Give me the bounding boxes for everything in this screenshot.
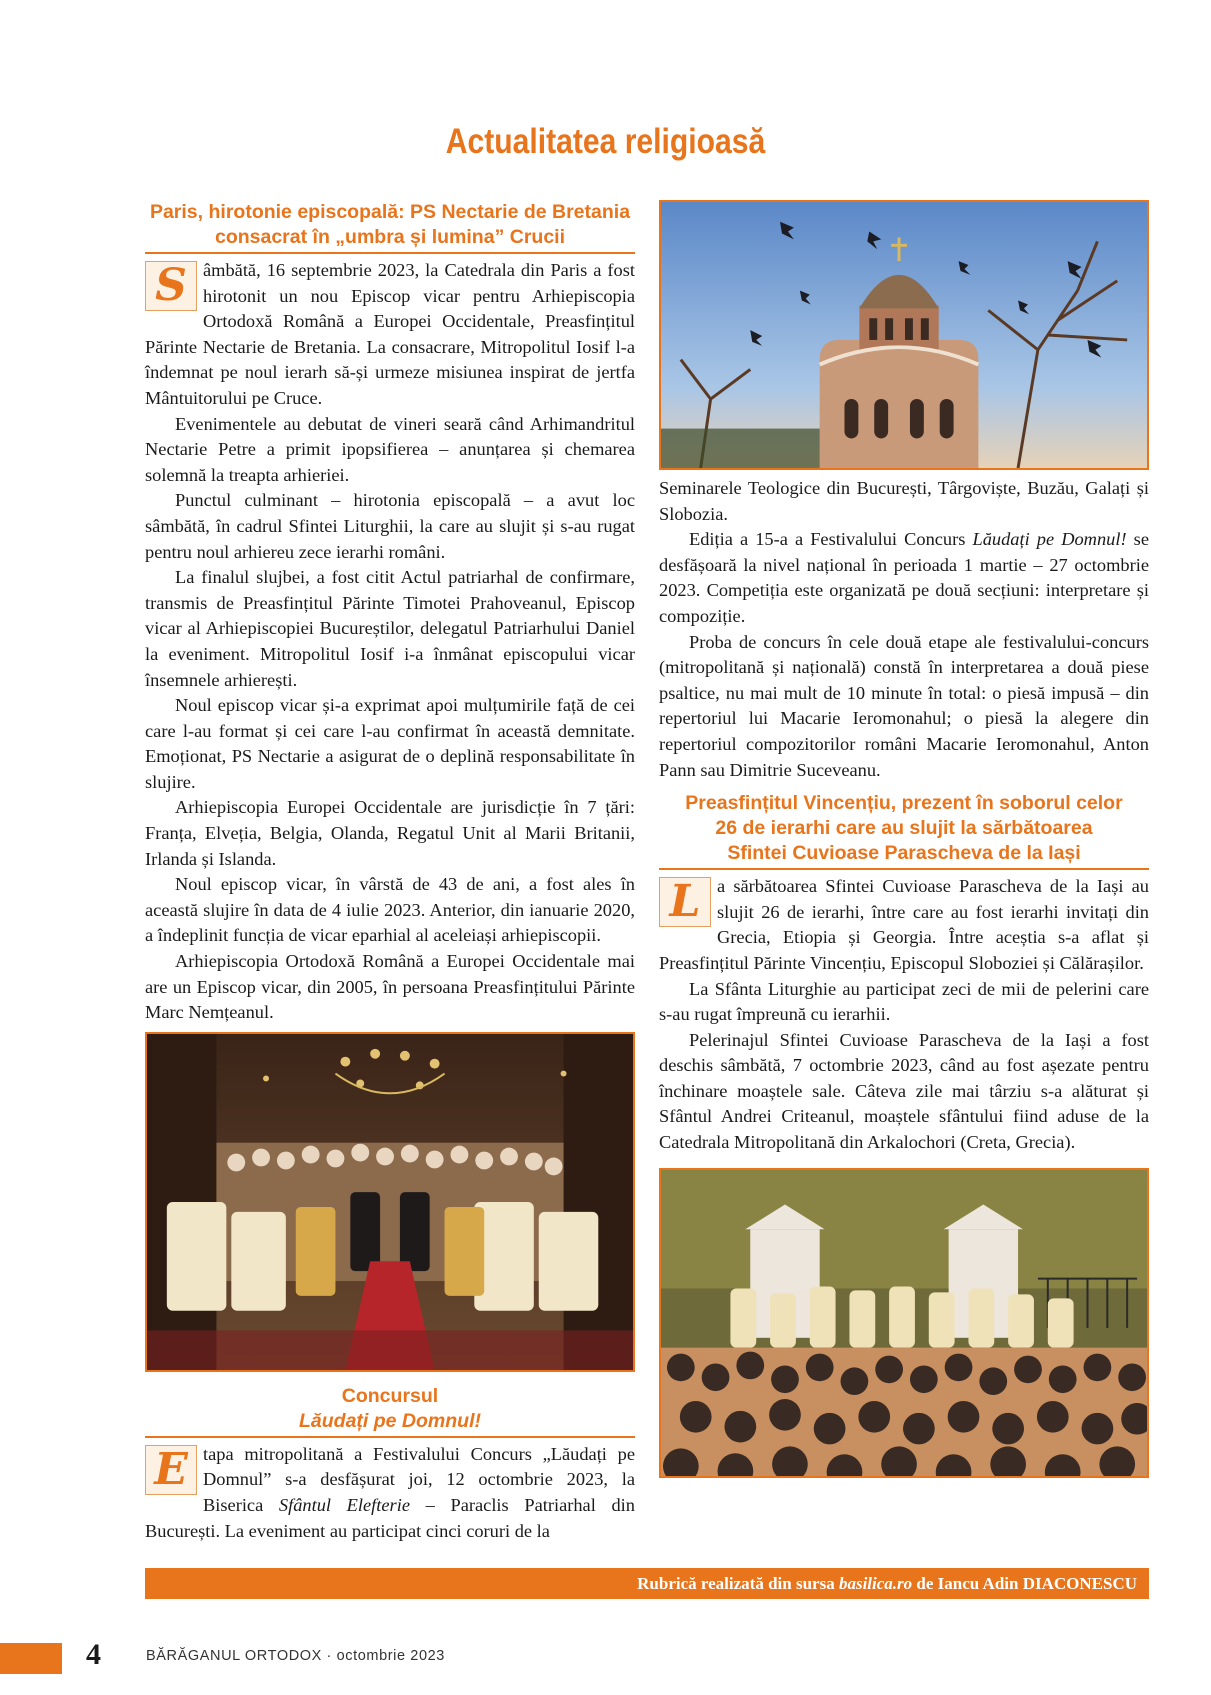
left-column [145, 200, 635, 1544]
page-number: 4 [86, 1638, 101, 1671]
ordination-photo [145, 1032, 635, 1372]
source-credit-bar: Rubrică realizată din sursa basilica.ro de Iancu Adin DIACONESCU [145, 1568, 1149, 1599]
article1-paragraph-1: S âmbătă, 16 septembrie 2023, la Catedrala din Paris a fost hirotonit un nou Episcop vicar pentru Arhiepiscopia Ortodoxă Română a Europei Occidentale, Preasfințitul Părinte Nectarie de Bretania. La consacrare, Mitropolitul Iosif l-a îndemnat pe noul ierarh să-și urmeze misiunea inspirat de jertfa Mântuitorului pe Cruce. [145, 260, 635, 408]
dropcap-l: L [659, 877, 711, 927]
cathedral-photo [659, 200, 1149, 470]
article1-paragraph-7: Noul episcop vicar, în vârstă de 43 de ani, a fost ales în această slujire în data de 4 iulie 2023. Anterior, din ianuarie 2020, a îndeplinit funcția de vicar eparhial al aceleiași arhiepiscopii. [145, 874, 635, 946]
article1-paragraph-4: La finalul slujbei, a fost citit Actul patriarhal de confirmare, transmis de Preasfințitul Părinte Timotei Prahoveanul, Episcop vicar al Arhiepiscopiei Bucureștilor, delegatul Patriarhului Daniel la eveniment. Mitropolitul Iosif i-a înmânat episcopului vicar însemnele arhierești. [145, 567, 635, 690]
article2-paragraph-3: Proba de concurs în cele două etape ale festivalului-concurs (mitropolitană și națională) constă în interpretarea a două piese psaltice, nu mai mult de 10 minute în total: o piesă impusă – din repertoriul lui Macarie Ieromonahul; o piesă la alegere din repertoriul compozitorilor români Macarie Ieromonahul, Anton Pann sau Dimitrie Suceveanu. [659, 631, 1149, 780]
publication-footer: BĂRĂGANUL ORTODOX · octombrie 2023 [146, 1648, 445, 1664]
right-column [659, 200, 1149, 1478]
article1-paragraph-2: Evenimentele au debutat de vineri seară când Arhimandritul Nectarie Petre a primit ipopsifierea – anunțarea și chemarea solemnă la treapta arhieriei. [145, 413, 635, 485]
article1-headline [145, 200, 635, 254]
article3-headline-line2: 26 de ierarhi care au slujit la sărbătoarea [715, 817, 1093, 840]
article3-paragraph-1: L a sărbătoarea Sfintei Cuvioase Parascheva de la Iași au slujit 26 de ierarhi, între care au fost ierarhi invitați din Grecia, Etiopia și Georgia. Între aceștia s-a aflat și Preasfințitul Părinte Vincențiu, Episcopul Sloboziei și Călărașilor. [659, 876, 1149, 973]
article1-paragraph-8: Arhiepiscopia Ortodoxă Română a Europei Occidentale mai are un Episcop vicar, din 2005, în persoana Preasfințitului Părinte Marc Nemțeanul. [145, 951, 635, 1023]
article3-headline-line3: Sfintei Cuvioase Parascheva de la Iași [727, 842, 1081, 865]
article3-headline-line1: Preasfințitul Vincențiu, prezent în soborul celor [685, 792, 1123, 815]
pilgrimage-photo [659, 1168, 1149, 1478]
article3-headline [659, 791, 1149, 870]
article1-paragraph-6: Arhiepiscopia Europei Occidentale are jurisdicție în 7 țări: Franța, Elveția, Belgia, Olanda, Regatul Unit al Marii Britanii, Irlanda și Islanda. [145, 797, 635, 869]
article2-paragraph-1-continued: Seminarele Teologice din București, Târgoviște, Buzău, Galați și Slobozia. [659, 478, 1149, 524]
article2-paragraph-1: E tapa mitropolitană a Festivalului Concurs „Lăudați pe Domnul” s-a desfășurat joi, 12 octombrie 2023, la Biserica Sfântul Elefterie – Paraclis Patriarhal din București. La eveniment au participat cinci coruri de la [145, 1443, 635, 1541]
article1-paragraph-5: Noul episcop vicar și-a exprimat apoi mulțumirile față de cei care l-au format și cei care l-au confirmat în această demnitate. Emoționat, PS Nectarie a asigurat de o deplină responsabilitate în slujire. [145, 695, 635, 792]
page-title: Actualitatea religioasă [445, 122, 766, 161]
article3-paragraph-2: La Sfânta Liturghie au participat zeci de mii de pelerini care s-au rugat împreună cu ierarhii. [659, 978, 1149, 1025]
pilgrimage-illustration [661, 1170, 1147, 1476]
article2-headline: Concursul Lăudați pe Domnul! [145, 1384, 635, 1438]
page-tab [0, 1643, 62, 1674]
article1-headline-line1: Paris, hirotonie episcopală: PS Nectarie de Bretania [149, 201, 631, 223]
dropcap-e: E [145, 1445, 197, 1495]
article1-paragraph-3: Punctul culminant – hirotonia episcopală – a avut loc sâmbătă, în cadrul Sfintei Liturghii, la care au slujit și s-au rugat pentru noul arhiereu zece ierarhi români. [145, 490, 635, 562]
dropcap-s: S [145, 261, 197, 311]
article3-paragraph-3: Pelerinajul Sfintei Cuvioase Parascheva de la Iași a fost deschis sâmbătă, 7 octombrie 2023, când au fost așezate pentru închinare moaștele sale. Câteva zile mai târziu s-a alăturat și Sfântul Andrei Criteanul, moaștele sfântului fiind aduse de la Catedrala Mitropolitană din Arkalochori (Creta, Grecia). [659, 1029, 1149, 1153]
article2-paragraph-2: Ediția a 15-a a Festivalului Concurs Lăudați pe Domnul! se desfășoară la nivel național în perioada 1 martie – 27 octombrie 2023. Competiția este organizată pe două secțiuni: interpretare și compoziție. [659, 529, 1149, 626]
ordination-illustration [147, 1034, 633, 1370]
article1-headline-line2: consacrat în „umbra și lumina” Crucii [214, 226, 565, 248]
cathedral-illustration [661, 202, 1147, 468]
